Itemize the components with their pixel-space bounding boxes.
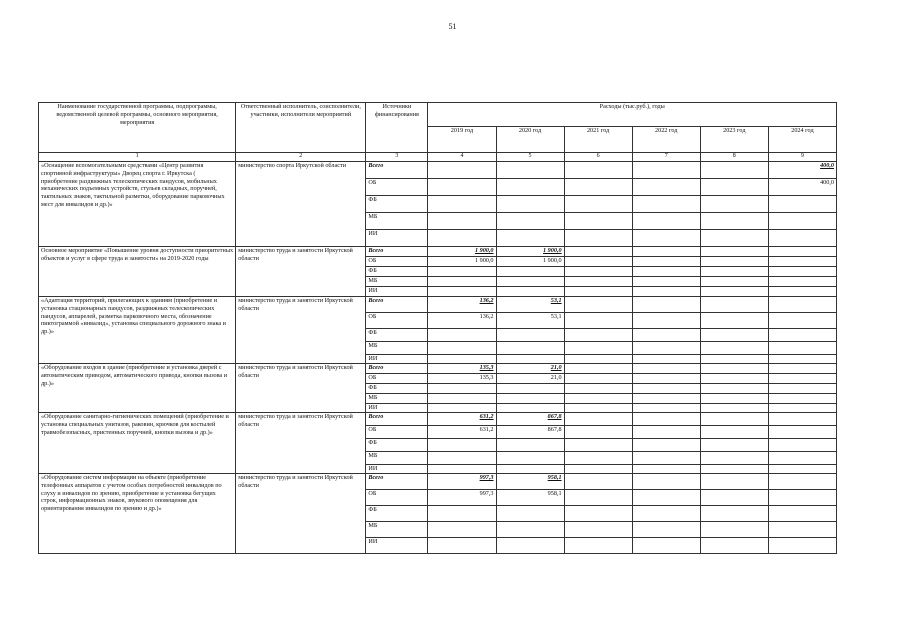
amount-cell (496, 452, 564, 465)
amount-cell (428, 329, 496, 342)
amount-cell (768, 213, 836, 230)
amount-cell: 400,0 (768, 162, 836, 179)
amount-cell (768, 277, 836, 287)
amount-cell (428, 404, 496, 413)
amount-cell (632, 257, 700, 267)
amount-cell (564, 162, 632, 179)
amount-cell (428, 465, 496, 474)
amount-cell (496, 465, 564, 474)
amount-cell (768, 413, 836, 426)
amount-cell (632, 384, 700, 394)
table-row (39, 474, 837, 490)
amount-cell (632, 313, 700, 329)
amount-cell (428, 355, 496, 364)
measure-name: «Оснащение вспомогательными средствами «Центр развития спортивной инфраструктуры» Дворец спорта г. Иркутска ( приобретение раздвижных телескопических пандусов, мобильных механических подъемных устройств, стульев складных, поручней, тактильных знаков, тактильной разметки, оборудование парковочных мест для инвалидов и др.)» (39, 162, 236, 247)
funding-source: Всего (366, 474, 428, 490)
funding-source: ФБ (366, 384, 428, 394)
funding-source: ИИ (366, 538, 428, 554)
amount-cell (428, 196, 496, 213)
funding-source: ОБ (366, 179, 428, 196)
funding-source: ИИ (366, 287, 428, 297)
amount-cell (632, 329, 700, 342)
amount-cell (700, 196, 768, 213)
measure-name: «Адаптация территорий, прилегающих к зданиям (приобретение и установка стационарных пандусов, раздвижных телескопических пандусов, аппарелей, разметка парковочного места, обозначение пиктограммой «инвалид», установка специального дорожного знака и др.)» (39, 297, 236, 364)
column-numbers-row (39, 153, 837, 162)
amount-cell (632, 162, 700, 179)
amount-cell (496, 267, 564, 277)
amount-cell (564, 404, 632, 413)
amount-cell (632, 474, 700, 490)
amount-cell: 1 900,0 (428, 257, 496, 267)
amount-cell (768, 426, 836, 439)
amount-cell (564, 267, 632, 277)
amount-cell (632, 413, 700, 426)
amount-cell (496, 342, 564, 355)
funding-source: ИИ (366, 355, 428, 364)
funding-source: ИИ (366, 465, 428, 474)
amount-cell (768, 267, 836, 277)
funding-source: ФБ (366, 439, 428, 452)
amount-cell (564, 355, 632, 364)
amount-cell (496, 179, 564, 196)
amount-cell (632, 439, 700, 452)
amount-cell: 135,3 (428, 374, 496, 384)
funding-source: ФБ (366, 267, 428, 277)
amount-cell (768, 465, 836, 474)
funding-source: ОБ (366, 374, 428, 384)
amount-cell: 1 900,0 (496, 247, 564, 257)
amount-cell (564, 374, 632, 384)
budget-table (38, 102, 837, 554)
amount-cell (564, 538, 632, 554)
amount-cell (428, 452, 496, 465)
header-year: 2020 год (496, 127, 564, 153)
column-number: 9 (768, 153, 836, 162)
amount-cell (564, 474, 632, 490)
amount-cell (632, 267, 700, 277)
header-year: 2019 год (428, 127, 496, 153)
funding-source: ФБ (366, 506, 428, 522)
amount-cell (768, 384, 836, 394)
amount-cell: 867,8 (496, 413, 564, 426)
amount-cell (632, 247, 700, 257)
amount-cell (632, 342, 700, 355)
amount-cell (564, 426, 632, 439)
executor-name: министерство спорта Иркутской области (236, 162, 366, 247)
amount-cell (564, 342, 632, 355)
page-number: 51 (448, 22, 457, 31)
amount-cell (564, 247, 632, 257)
funding-source: Всего (366, 297, 428, 313)
funding-source: Всего (366, 247, 428, 257)
amount-cell (564, 213, 632, 230)
funding-source: МБ (366, 452, 428, 465)
amount-cell: 21,0 (496, 364, 564, 374)
amount-cell (564, 179, 632, 196)
amount-cell (768, 374, 836, 384)
amount-cell: 997,3 (428, 474, 496, 490)
amount-cell (700, 287, 768, 297)
amount-cell (700, 474, 768, 490)
funding-source: ФБ (366, 329, 428, 342)
amount-cell (768, 404, 836, 413)
amount-cell (700, 506, 768, 522)
amount-cell (496, 277, 564, 287)
amount-cell (632, 364, 700, 374)
funding-source: Всего (366, 413, 428, 426)
amount-cell (768, 329, 836, 342)
amount-cell (700, 277, 768, 287)
amount-cell: 53,1 (496, 297, 564, 313)
amount-cell (428, 162, 496, 179)
header-year: 2024 год (768, 127, 836, 153)
amount-cell (700, 355, 768, 364)
amount-cell (768, 452, 836, 465)
amount-cell (428, 179, 496, 196)
amount-cell (700, 213, 768, 230)
amount-cell (632, 426, 700, 439)
amount-cell (428, 213, 496, 230)
amount-cell (700, 522, 768, 538)
amount-cell (632, 287, 700, 297)
column-number: 4 (428, 153, 496, 162)
header-year: 2023 год (700, 127, 768, 153)
amount-cell (768, 287, 836, 297)
amount-cell: 997,3 (428, 490, 496, 506)
amount-cell: 1 900,0 (496, 257, 564, 267)
amount-cell (700, 426, 768, 439)
column-number: 2 (236, 153, 366, 162)
funding-source: ИИ (366, 404, 428, 413)
amount-cell (700, 465, 768, 474)
amount-cell (768, 257, 836, 267)
table-body (39, 162, 837, 554)
amount-cell (564, 230, 632, 247)
header-year: 2022 год (632, 127, 700, 153)
funding-source: ОБ (366, 490, 428, 506)
amount-cell: 400,0 (768, 179, 836, 196)
amount-cell (700, 257, 768, 267)
amount-cell (564, 490, 632, 506)
amount-cell (632, 355, 700, 364)
amount-cell: 867,8 (496, 426, 564, 439)
amount-cell (632, 213, 700, 230)
funding-source: МБ (366, 394, 428, 404)
funding-source: МБ (366, 277, 428, 287)
amount-cell (768, 355, 836, 364)
executor-name: министерство труда и занятости Иркутской области (236, 474, 366, 554)
amount-cell (564, 439, 632, 452)
amount-cell (496, 384, 564, 394)
amount-cell (428, 522, 496, 538)
executor-name: министерство труда и занятости Иркутской области (236, 364, 366, 413)
amount-cell (564, 506, 632, 522)
amount-cell (428, 342, 496, 355)
amount-cell (768, 522, 836, 538)
amount-cell: 958,1 (496, 490, 564, 506)
amount-cell: 21,0 (496, 374, 564, 384)
amount-cell (700, 342, 768, 355)
amount-cell (496, 355, 564, 364)
amount-cell (564, 287, 632, 297)
amount-cell (428, 538, 496, 554)
amount-cell (496, 404, 564, 413)
amount-cell: 53,1 (496, 313, 564, 329)
amount-cell (496, 213, 564, 230)
header-funding-sources: Источники финансирования (366, 103, 428, 153)
amount-cell (428, 384, 496, 394)
amount-cell: 631,2 (428, 426, 496, 439)
funding-source: Всего (366, 162, 428, 179)
amount-cell: 1 900,0 (428, 247, 496, 257)
amount-cell (632, 490, 700, 506)
executor-name: министерство труда и занятости Иркутской области (236, 297, 366, 364)
amount-cell (632, 394, 700, 404)
measure-name: «Оборудование санитарно-гигиенических помещений (приобретение и установка специальных унитазов, раковин, крючков для костылей травмобезопасных, пристенных поручней, кнопки вызова и др.)» (39, 413, 236, 474)
amount-cell (496, 230, 564, 247)
column-number: 6 (564, 153, 632, 162)
funding-source: ФБ (366, 196, 428, 213)
amount-cell (496, 196, 564, 213)
amount-cell (632, 465, 700, 474)
funding-source: ИИ (366, 230, 428, 247)
amount-cell (496, 522, 564, 538)
amount-cell (768, 439, 836, 452)
table-row (39, 247, 837, 257)
amount-cell (700, 394, 768, 404)
amount-cell (768, 364, 836, 374)
amount-cell (496, 538, 564, 554)
amount-cell (564, 329, 632, 342)
column-number: 1 (39, 153, 236, 162)
funding-source: ОБ (366, 313, 428, 329)
amount-cell (700, 452, 768, 465)
amount-cell (700, 413, 768, 426)
amount-cell (632, 230, 700, 247)
amount-cell (700, 329, 768, 342)
amount-cell (428, 506, 496, 522)
measure-name: «Оборудование систем информации на объекте (приобретение телефонных аппаратов с учетом особых потребностей инвалидов по слуху и инвалидов по зрению, приобретение и установка бегущих строк, информационных знаков, звукового оповещения для ориентирования инвалидов по зрению и др.)» (39, 474, 236, 554)
amount-cell (564, 297, 632, 313)
header-year: 2021 год (564, 127, 632, 153)
executor-name: министерство труда и занятости Иркутской области (236, 247, 366, 297)
amount-cell (564, 465, 632, 474)
amount-cell (632, 538, 700, 554)
amount-cell (632, 452, 700, 465)
amount-cell (496, 287, 564, 297)
amount-cell (632, 506, 700, 522)
amount-cell (768, 506, 836, 522)
funding-source: МБ (366, 522, 428, 538)
amount-cell (564, 364, 632, 374)
amount-cell (768, 247, 836, 257)
amount-cell (768, 196, 836, 213)
measure-name: Основное мероприятие «Повышение уровня доступности приоритетных объектов и услуг в сфере труда и занятости» на 2019-2020 годы (39, 247, 236, 297)
amount-cell (768, 297, 836, 313)
amount-cell (564, 313, 632, 329)
amount-cell (632, 404, 700, 413)
amount-cell: 958,1 (496, 474, 564, 490)
header-expenses: Расходы (тыс.руб.), годы (428, 103, 837, 127)
amount-cell (632, 179, 700, 196)
table-row (39, 364, 837, 374)
amount-cell (632, 277, 700, 287)
amount-cell (768, 394, 836, 404)
table-row (39, 297, 837, 313)
table-row (39, 162, 837, 179)
amount-cell (564, 522, 632, 538)
amount-cell: 631,2 (428, 413, 496, 426)
amount-cell (700, 313, 768, 329)
amount-cell (428, 394, 496, 404)
amount-cell (700, 267, 768, 277)
amount-cell (496, 162, 564, 179)
funding-source: МБ (366, 213, 428, 230)
amount-cell (768, 230, 836, 247)
amount-cell (428, 267, 496, 277)
amount-cell (564, 277, 632, 287)
funding-source: Всего (366, 364, 428, 374)
amount-cell: 136,2 (428, 313, 496, 329)
column-number: 3 (366, 153, 428, 162)
amount-cell (700, 384, 768, 394)
amount-cell (564, 413, 632, 426)
amount-cell (700, 404, 768, 413)
amount-cell (700, 247, 768, 257)
amount-cell (700, 230, 768, 247)
amount-cell (564, 394, 632, 404)
amount-cell (496, 439, 564, 452)
amount-cell (768, 342, 836, 355)
funding-source: МБ (366, 342, 428, 355)
amount-cell (768, 538, 836, 554)
amount-cell (700, 364, 768, 374)
amount-cell (632, 522, 700, 538)
header-executor: Ответственный исполнитель, соисполнители, участники, исполнители мероприятий (236, 103, 366, 153)
funding-source: ОБ (366, 257, 428, 267)
amount-cell (700, 538, 768, 554)
table-row (39, 413, 837, 426)
column-number: 5 (496, 153, 564, 162)
header-program-name: Наименование государственной программы, подпрограммы, ведомственной целевой программы, основного мероприятия, мероприятия (39, 103, 236, 153)
column-number: 7 (632, 153, 700, 162)
amount-cell (700, 439, 768, 452)
funding-source: ОБ (366, 426, 428, 439)
amount-cell (564, 452, 632, 465)
amount-cell (564, 257, 632, 267)
amount-cell (428, 277, 496, 287)
amount-cell (496, 506, 564, 522)
amount-cell (700, 162, 768, 179)
amount-cell (632, 297, 700, 313)
amount-cell (496, 329, 564, 342)
amount-cell (700, 374, 768, 384)
amount-cell (700, 179, 768, 196)
amount-cell (428, 287, 496, 297)
amount-cell (768, 313, 836, 329)
amount-cell (700, 490, 768, 506)
executor-name: министерство труда и занятости Иркутской области (236, 413, 366, 474)
amount-cell (564, 196, 632, 213)
amount-cell (564, 384, 632, 394)
amount-cell (496, 394, 564, 404)
measure-name: «Оборудование входов в здание (приобретение и установка дверей с автоматическим приводом, автоматического привода, кнопки вызова и др.)» (39, 364, 236, 413)
amount-cell (428, 439, 496, 452)
amount-cell (700, 297, 768, 313)
amount-cell (428, 230, 496, 247)
amount-cell (632, 374, 700, 384)
amount-cell: 136,2 (428, 297, 496, 313)
amount-cell (768, 474, 836, 490)
column-number: 8 (700, 153, 768, 162)
amount-cell (632, 196, 700, 213)
amount-cell: 135,3 (428, 364, 496, 374)
amount-cell (768, 490, 836, 506)
